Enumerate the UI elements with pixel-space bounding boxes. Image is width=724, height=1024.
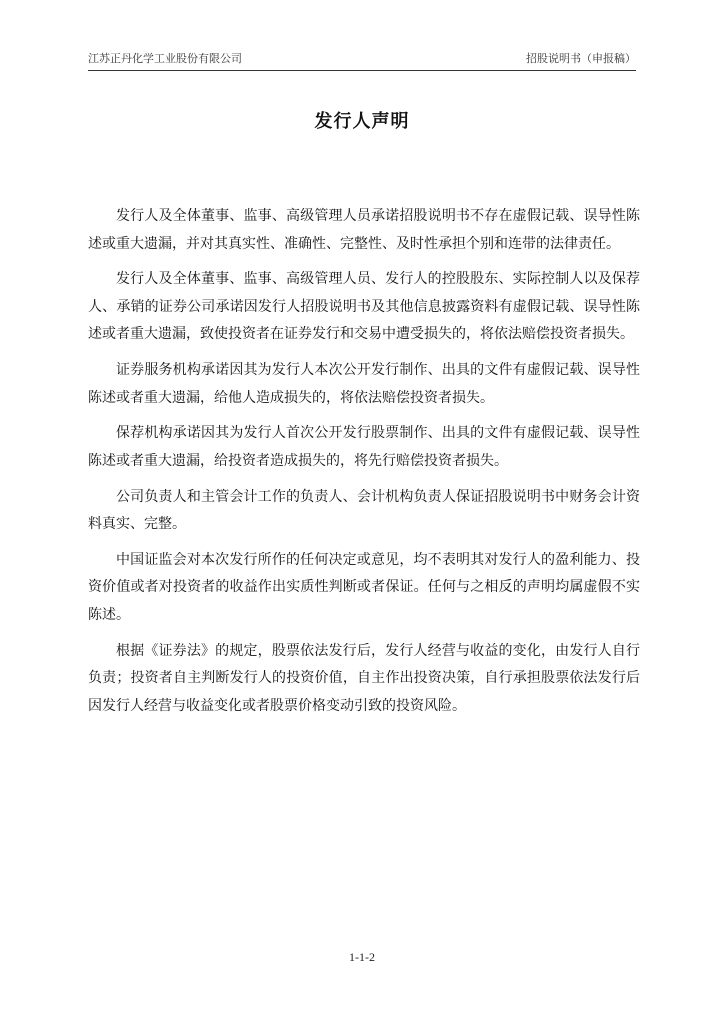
header-company-name: 江苏正丹化学工业股份有限公司: [88, 52, 242, 65]
page-number: 1-1-2: [349, 950, 375, 964]
paragraph: 发行人及全体董事、监事、高级管理人员承诺招股说明书不存在虚假记载、误导性陈述或重大遗漏，并对其真实性、准确性、完整性、及时性承担个别和连带的法律责任。: [88, 208, 640, 252]
paragraph: 中国证监会对本次发行所作的任何决定或意见，均不表明其对发行人的盈利能力、投资价值或者对投资者的收益作出实质性判断或者保证。任何与之相反的声明均属虚假不实陈述。: [88, 551, 640, 623]
page-header: [88, 50, 636, 71]
paragraph: 公司负责人和主管会计工作的负责人、会计机构负责人保证招股说明书中财务会计资料真实、完整。: [88, 488, 640, 533]
paragraph: 保荐机构承诺因其为发行人首次公开发行股票制作、出具的文件有虚假记载、误导性陈述或者重大遗漏，给投资者造成损失的，将先行赔偿投资者损失。: [88, 425, 640, 469]
page-title: 发行人声明: [314, 111, 410, 132]
header-document-type: 招股说明书（申报稿）: [526, 52, 636, 65]
paragraph: 根据《证券法》的规定，股票依法发行后，发行人经营与收益的变化，由发行人自行负责；投资者自主判断发行人的投资价值，自主作出投资决策，自行承担股票依法发行后因发行人经营与收益变化或者股票价格变动引致的投资风险。: [88, 642, 640, 714]
paragraph: 证券服务机构承诺因其为发行人本次公开发行制作、出具的文件有虚假记载、误导性陈述或者重大遗漏，给他人造成损失的，将依法赔偿投资者损失。: [88, 362, 640, 406]
paragraph: 发行人及全体董事、监事、高级管理人员、发行人的控股股东、实际控制人以及保荐人、承销的证券公司承诺因发行人招股说明书及其他信息披露资料有虚假记载、误导性陈述或者重大遗漏，致使投资者在证券发行和交易中遭受损失的，将依法赔偿投资者损失。: [88, 271, 640, 343]
statement-body: [88, 203, 640, 729]
